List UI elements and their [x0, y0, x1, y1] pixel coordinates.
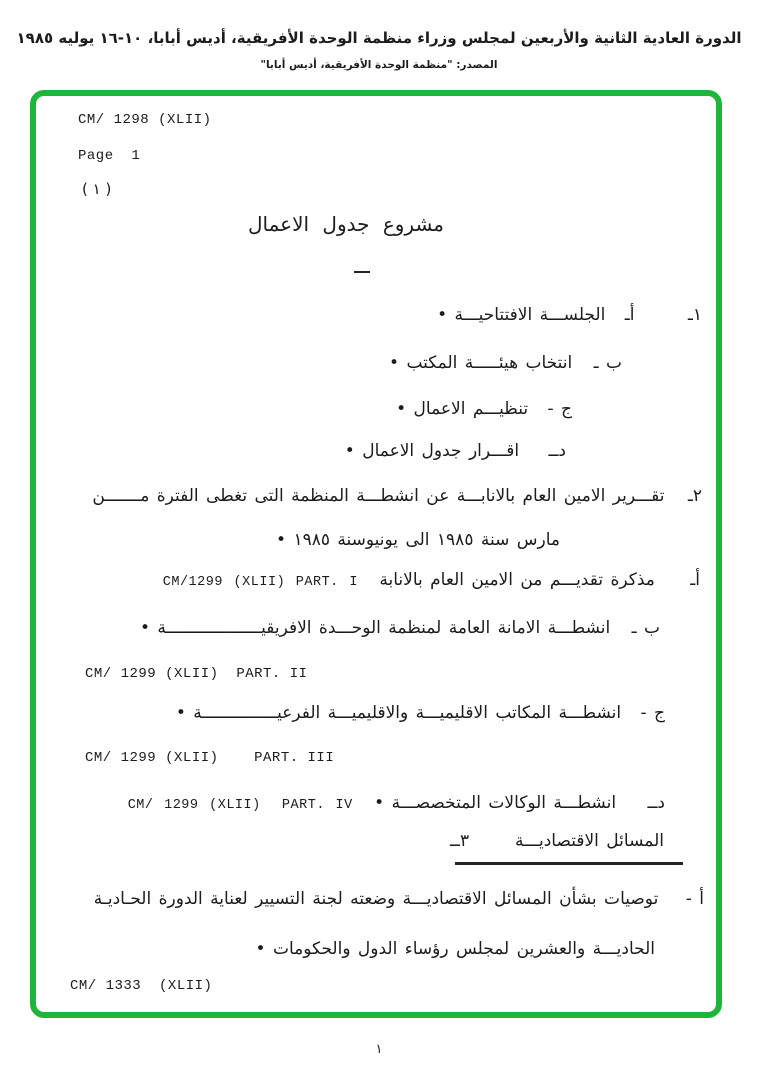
item3-title-text: المسائل الاقتصاديـــة	[514, 831, 664, 851]
item1-sub-b-marker: ب ـ	[593, 353, 622, 373]
item1-sub-d-text: اقـــرار جدول الاعمال •	[344, 441, 520, 461]
agenda-item3-title	[515, 828, 664, 854]
item3-number: ٣ــ	[450, 831, 470, 851]
section-marker: ( ١ )	[82, 180, 112, 198]
item1-sub-a-text: الجلســـة الافتتاحيـــة •	[437, 305, 606, 325]
agenda-item2-sub-c	[176, 700, 665, 726]
document-ref: CM/ 1298 (XLII)	[78, 112, 212, 128]
item3-sub-a-text-line2: الحاديـــة والعشرين لمجلس رؤساء الدول والحكومات •	[255, 939, 655, 959]
page-label: Page 1	[78, 148, 141, 164]
item2-sub-c-text: انشطـــة المكاتب الاقليميـــة والاقليميـــة الفرعيـــــــــــــــة •	[175, 703, 622, 723]
item1-sub-c-text: تنظيـــم الاعمال •	[396, 399, 529, 419]
agenda-item2-sub-b	[140, 615, 660, 641]
item3-sub-a-ref: CM/ 1333 (XLII)	[70, 978, 213, 994]
item2-sub-d-text: انشطـــة الوكالات المتخصصـــة •	[374, 793, 617, 813]
agenda-item1-sub-b	[389, 350, 622, 376]
item2-sub-b-ref: CM/ 1299 (XLII) PART. II	[85, 666, 308, 682]
agenda-item3-sub-a-line1	[94, 886, 704, 912]
agenda-item1-sub-c	[396, 396, 572, 422]
agenda-item3-sub-a-line2	[256, 936, 655, 962]
item1-sub-c-marker: ج -	[547, 399, 572, 419]
scan-highlight-frame	[30, 90, 722, 1018]
item3-underline	[455, 862, 683, 865]
agenda-item3-number	[450, 828, 469, 854]
item2-sub-d-marker: دــ	[647, 793, 665, 813]
agenda-item1-sub-a	[437, 302, 702, 328]
item1-sub-d-marker: دــ	[548, 441, 566, 461]
item2-sub-d-ref: CM/ 1299 (XLII) PART. IV	[127, 798, 353, 813]
item2-sub-b-marker: ب ـ	[631, 618, 660, 638]
document-title: مشروع جدول الاعمال	[247, 212, 444, 236]
item2-text-line1: تقـــرير الامين العام بالانابـــة عن انشطـــة المنظمة التى تغطى الفترة مـــــــن	[92, 486, 665, 506]
item2-sub-b-text: انشطـــة الامانة العامة لمنظمة الوحـــدة الافريقيـــــــــــــــــــة •	[139, 618, 611, 638]
header-source-line: المصدر: "منظمة الوحدة الأفريقية، أديس أبابا"	[260, 59, 498, 71]
item2-sub-c-marker: ج -	[640, 703, 665, 723]
agenda-item2-line2	[276, 527, 560, 553]
item2-sub-a-marker: أـ	[690, 570, 700, 590]
item3-sub-a-marker: أ -	[685, 889, 704, 909]
item2-sub-a-text: مذكرة تقديـــم من الامين العام بالانابة	[379, 570, 655, 590]
agenda-item2-line1	[92, 483, 702, 509]
footer-page-number: ١	[375, 1042, 383, 1057]
agenda-item1-sub-d	[345, 438, 566, 464]
item1-sub-a-marker: أـ	[624, 305, 635, 325]
item2-sub-c-ref: CM/ 1299 (XLII) PART. III	[85, 750, 335, 766]
item1-number: ١ـ	[687, 305, 702, 325]
item1-sub-b-text: انتخاب هيئـــــة المكتب •	[389, 353, 573, 373]
title-dash	[354, 271, 370, 273]
header-session-line: الدورة العادية الثانية والأربعين لمجلس وزراء منظمة الوحدة الأفريقية، أديس أبابا، ١٠-١٦ يوليه ١٩٨٥	[16, 29, 742, 47]
item2-text-line2: مارس سنة ١٩٨٥ الى يونيوسنة ١٩٨٥ •	[276, 530, 560, 550]
item3-sub-a-text-line1: توصيات بشأن المسائل الاقتصاديـــة وضعته لجنة التسيير لعناية الدورة الحـاديـة	[93, 889, 659, 909]
agenda-item2-sub-a	[163, 567, 700, 596]
item2-number: ٢ـ	[687, 486, 702, 506]
item2-sub-a-ref: CM/1299 (XLII) PART. I	[162, 575, 358, 590]
agenda-item2-sub-d	[128, 790, 665, 819]
